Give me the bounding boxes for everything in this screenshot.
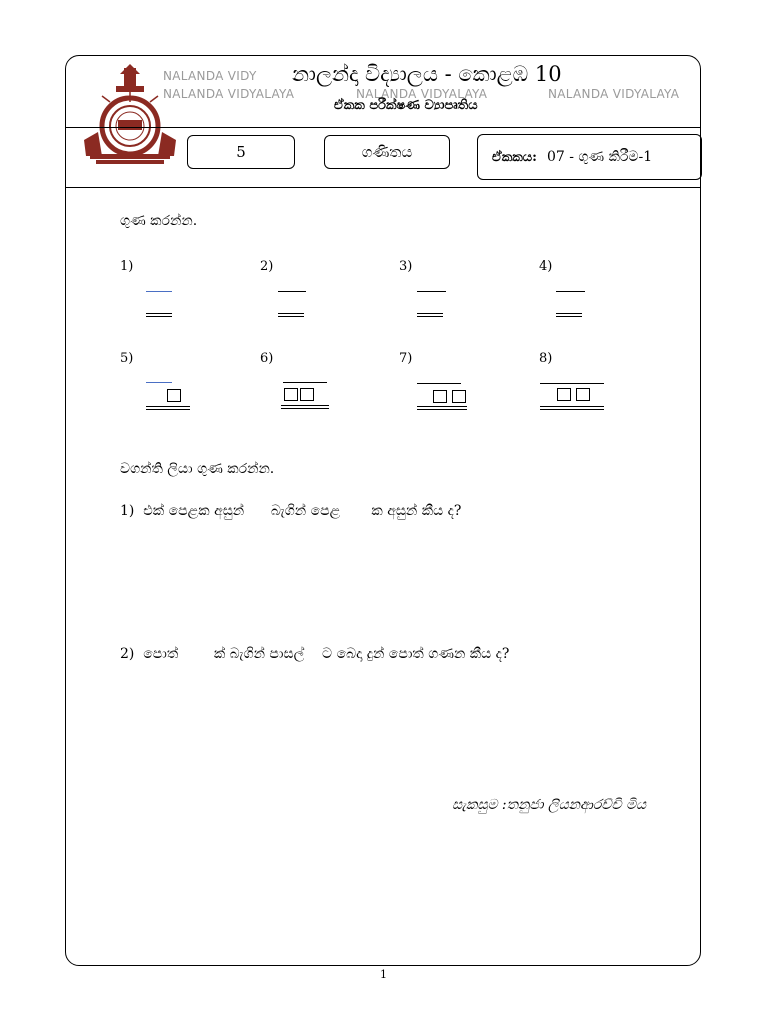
watermark-text: NALANDA VIDYALAYA bbox=[548, 87, 680, 101]
subject-box: ගණිතය bbox=[324, 135, 450, 169]
answer-line bbox=[417, 313, 443, 317]
answer-box[interactable] bbox=[452, 390, 466, 403]
answer-box[interactable] bbox=[576, 388, 590, 401]
answer-line bbox=[278, 313, 304, 317]
answer-box[interactable] bbox=[284, 388, 298, 401]
instruction-word-problems: වගන්ති ලියා ගුණ කරන්න. bbox=[120, 461, 275, 477]
answer-box[interactable] bbox=[167, 389, 181, 402]
answer-line bbox=[146, 406, 190, 410]
unit-value: 07 - ගුණ කිරීම-1 bbox=[546, 149, 653, 165]
answer-line bbox=[146, 382, 172, 383]
answer-line bbox=[146, 313, 172, 317]
problem-number: 3) bbox=[399, 259, 413, 274]
watermark-text: NALANDA VIDY bbox=[163, 69, 257, 83]
word-problem-2: 2) පොත් ක් බැගින් පාසල් ට බෙදා දුන් පොත් ගණන කීය ද? bbox=[120, 646, 510, 662]
answer-line bbox=[540, 406, 604, 410]
problem-number: 5) bbox=[120, 351, 134, 366]
answer-line bbox=[417, 291, 446, 292]
project-subtitle: ඒකක පරීක්ෂණ ව්‍යාපෘතිය bbox=[334, 98, 478, 113]
problem-number: 7) bbox=[399, 351, 413, 366]
unit-box bbox=[477, 134, 702, 180]
watermark-text: NALANDA VIDYALAYA bbox=[356, 87, 488, 101]
problem-number: 1) bbox=[120, 259, 134, 274]
answer-line bbox=[146, 291, 172, 292]
answer-box[interactable] bbox=[433, 390, 447, 403]
answer-line bbox=[540, 383, 604, 384]
unit-label: ඒකකය: bbox=[492, 149, 537, 165]
header-bottom-divider bbox=[65, 187, 701, 188]
author-credit: සැකසුම :තනුජා ලියනආරච්චි මිය bbox=[452, 797, 647, 813]
answer-line bbox=[417, 406, 467, 410]
answer-line bbox=[281, 405, 329, 409]
school-title: නාලන්දා විද්‍යාලය - කොළඹ 10 bbox=[292, 62, 562, 86]
problem-number: 4) bbox=[539, 259, 553, 274]
header-divider bbox=[65, 127, 701, 128]
answer-line bbox=[283, 382, 327, 383]
answer-line bbox=[278, 291, 306, 292]
answer-box[interactable] bbox=[557, 388, 571, 401]
answer-line bbox=[556, 313, 582, 317]
answer-line bbox=[556, 291, 585, 292]
problem-number: 8) bbox=[539, 351, 553, 366]
instruction-multiply: ගුණ කරන්න. bbox=[120, 213, 198, 229]
word-problem-1: 1) එක් පෙළක අසුන් බැගින් පෙළ ක අසුන් කීය ද? bbox=[120, 503, 462, 519]
problem-number: 6) bbox=[260, 351, 274, 366]
answer-line bbox=[417, 383, 461, 384]
page-number: 1 bbox=[380, 968, 387, 981]
answer-box[interactable] bbox=[300, 388, 314, 401]
watermark-text: NALANDA VIDYALAYA bbox=[163, 87, 295, 101]
grade-box: 5 bbox=[187, 135, 295, 169]
problem-number: 2) bbox=[260, 259, 274, 274]
